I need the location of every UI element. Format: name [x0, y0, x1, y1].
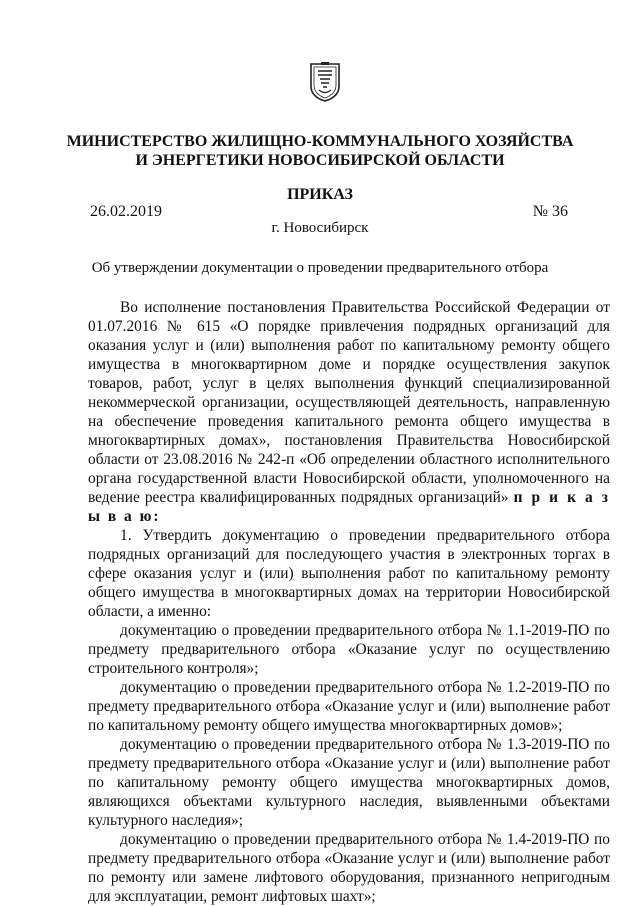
document-date: 26.02.2019 [90, 203, 162, 220]
doc-item-3: документацию о проведении предварительного отбора № 1.3-2019-ПО по предмету предварительного отбора «Оказание услуг и (или) выполнение работ по капитальному ремонту общего имущества многоквартирных домов, являющихся объектами культурного наследия, выявленными объектами культурного наследия»; [88, 736, 610, 829]
document-body [88, 298, 610, 906]
doc-item-4: документацию о проведении предварительного отбора № 1.4-2019-ПО по предмету предварительного отбора «Оказание услуг и (или) выполнение работ по ремонту или замене лифтового оборудования, признанного непригодным для эксплуатации, ремонт лифтовых шахт»; [88, 831, 610, 905]
ministry-line-2: И ЭНЕРГЕТИКИ НОВОСИБИРСКОЙ ОБЛАСТИ [135, 152, 505, 169]
intro-paragraph [88, 298, 610, 526]
intro-text: Во исполнение постановления Правительства Российской Федерации от 01.07.2016 № 615 «О порядке привлечения подрядных организаций для оказания услуг и (или) выполнения работ по капитальному ремонту общего имущества в многоквартирном доме и порядке осуществления закупок товаров, работ, услуг в целях выполнения функций специализированной некоммерческой организации, осуществляющей деятельность, направленную на обеспечение проведения капитального ремонта общего имущества в многоквартирных домах», постановления Правительства Новосибирской области от 23.08.2016 № 242-п «Об определении областного исполнительного органа государственной власти Новосибирской области, уполномоченного на ведение реестра квалифицированных подрядных организаций» [88, 299, 610, 506]
ministry-name [0, 132, 640, 170]
coat-of-arms-icon [308, 62, 342, 102]
doc-item-1: документацию о проведении предварительного отбора № 1.1-2019-ПО по предмету предварительного отбора «Оказание услуг по осуществлению строительного контроля»; [88, 622, 610, 677]
document-number: № 36 [532, 203, 568, 220]
document-city: г. Новосибирск [271, 220, 369, 236]
document-type: ПРИКАЗ [287, 186, 353, 203]
item-1-paragraph: 1. Утвердить документацию о проведении предварительного отбора подрядных организаций для последующего участия в электронных торгах в сфере оказания услуг и (или) выполнения работ по капитальному ремонту общего имущества в многоквартирных домах на территории Новосибирской области, а именно: [88, 527, 610, 620]
doc-item-2: документацию о проведении предварительного отбора № 1.2-2019-ПО по предмету предварительного отбора «Оказание услуг и (или) выполнение работ по капитальному ремонту общего имущества многоквартирных домов»; [88, 679, 610, 734]
document-subject: Об утверждении документации о проведении предварительного отбора [91, 260, 549, 276]
ministry-line-1: МИНИСТЕРСТВО ЖИЛИЩНО-КОММУНАЛЬНОГО ХОЗЯЙСТВА [66, 133, 574, 150]
order-word: п р и к а з ы в а ю: [88, 489, 610, 525]
